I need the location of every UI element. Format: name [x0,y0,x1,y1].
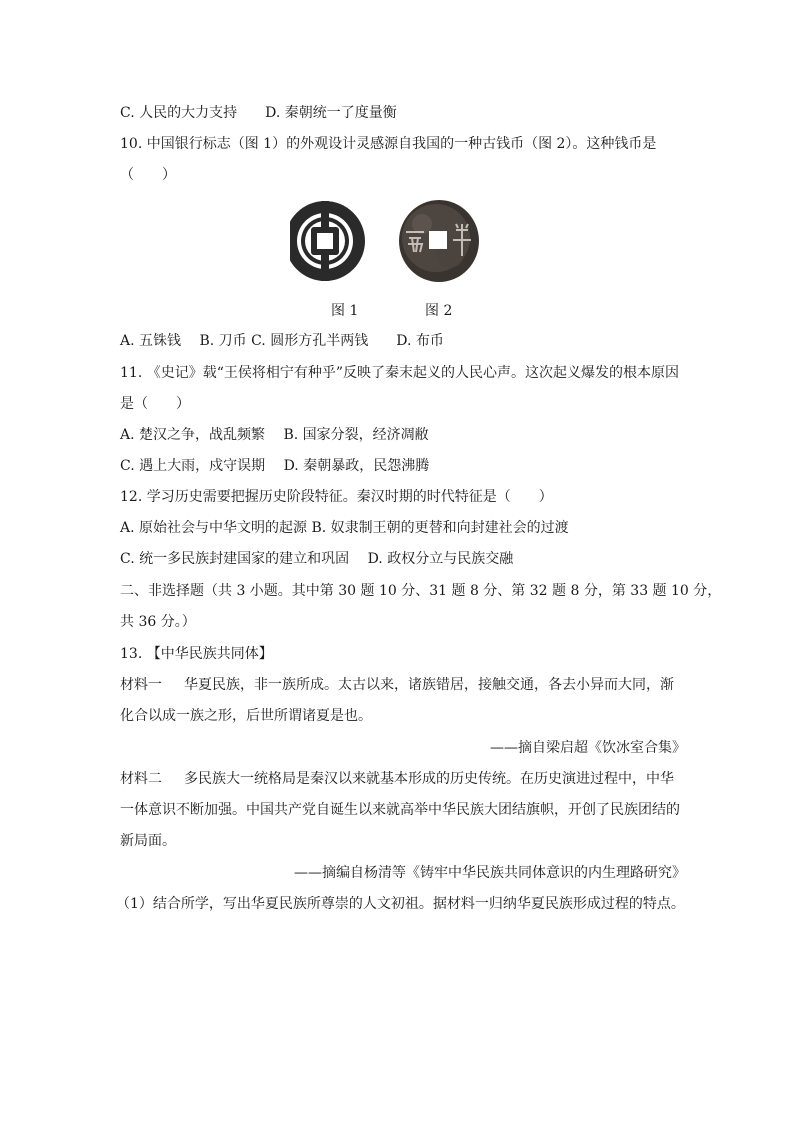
bank-of-china-logo-icon [290,201,365,281]
q9-options-cd: C. 人民的大力支持 D. 秦朝统一了度量衡 [120,105,397,121]
material2-text-1: 多民族大一统格局是秦汉以来就基本形成的历史传统。在历史演进过程中，中华 [184,771,674,787]
ban-liang-coin-icon [399,200,479,282]
material2-source: ——摘编自杨清等《铸牢中华民族共同体意识的内生理路研究》 [294,865,686,881]
q12-stem: 12. 学习历史需要把握历史阶段特征。秦汉时期的时代特征是（ ） [120,489,553,505]
material2-label: 材料二 [120,771,162,787]
q12-options-cd: C. 统一多民族封建国家的建立和巩固 D. 政权分立与民族交融 [120,551,514,567]
q11-stem-line-2: 是（ ） [120,396,190,412]
figure-caption-1: 图 1 [331,303,359,319]
q10-stem: 10. 中国银行标志（图 1）的外观设计灵感源自我国的一种古钱币（图 2）。这种钱币是 [120,136,657,152]
material1-line-1 [120,676,674,694]
section2-header-line-1: 二、非选择题（共 3 小题。其中第 30 题 10 分、31 题 8 分、第 32 题 8 分，第 33 题 10 分， [120,583,722,599]
q11-stem-line-1: 11. 《史记》载“王侯将相宁有种乎”反映了秦末起义的人民心声。这次起义爆发的根本原因 [120,365,680,381]
material1-label: 材料一 [120,677,162,693]
section2-header-line-2: 共 36 分。） [120,614,196,630]
q13-title: 13. 【中华民族共同体】 [120,646,273,662]
material2-text-2: 一体意识不断加强。中国共产党自诞生以来就高举中华民族大团结旗帜，开创了民族团结的 [120,802,680,818]
figure-caption-2: 图 2 [425,303,453,319]
material2-line-1 [120,770,674,788]
coin-figure-svg [290,196,490,286]
coin-figure [290,196,490,286]
q11-options-cd: C. 遇上大雨，戍守误期 D. 秦朝暴政，民怨沸腾 [120,458,430,474]
q10-answer-paren: （ ） [120,167,176,183]
material1-text-1: 华夏民族，非一族所成。太古以来，诸族错居，接触交通，各去小异而大同，渐 [184,677,674,693]
q10-options: A. 五铢钱 B. 刀币 C. 圆形方孔半两钱 D. 布币 [120,333,444,349]
q13-subquestion-1: （1）结合所学，写出华夏民族所尊崇的人文初祖。据材料一归纳华夏民族形成过程的特点。 [116,896,685,912]
material1-source: ——摘自梁启超《饮冰室合集》 [490,740,686,756]
q11-options-ab: A. 楚汉之争，战乱频繁 B. 国家分裂，经济凋敝 [120,427,429,443]
material1-text-2: 化合以成一族之形，后世所谓诸夏是也。 [120,708,372,724]
q12-options-ab: A. 原始社会与中华文明的起源 B. 奴隶制王朝的更替和向封建社会的过渡 [120,520,569,536]
material2-text-3: 新局面。 [120,833,176,849]
